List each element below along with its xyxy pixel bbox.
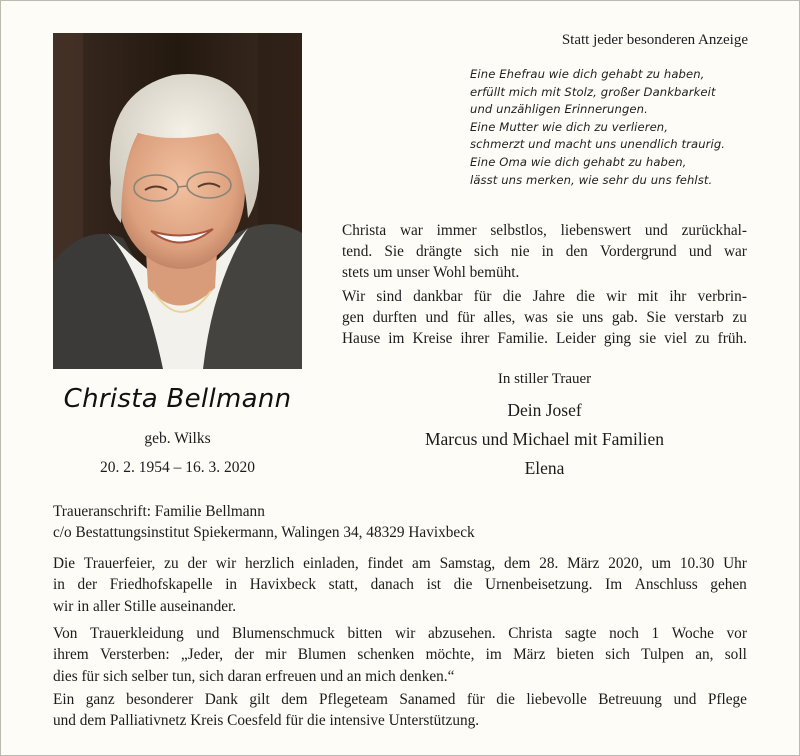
text-line: wir in aller Stille auseinander.: [53, 597, 237, 615]
text-line: tend. Sie drängte sich nie in den Vordergrund und war: [342, 243, 747, 260]
tribute-paragraph-2: [342, 286, 747, 349]
text-line: gen durften und für alles, was sie uns gab. Sie verstarb zu: [342, 309, 747, 326]
text-line: ihrem Versterben: „Jeder, der mir Blumen schenken möchte, im März bieten sich Tulpen an, soll: [53, 646, 747, 664]
signoff-spouse: Dein Josef: [507, 400, 582, 420]
text-line: in der Friedhofskapelle in Havixbeck statt, danach ist die Urnenbeisetzung. Im Anschluss gehen: [53, 576, 747, 594]
poem-line: Eine Mutter wie dich zu verlieren,: [470, 119, 669, 134]
text-line: Christa war immer selbstlos, liebenswert und zurückhal-: [342, 222, 747, 239]
birth-name: geb. Wilks: [144, 430, 211, 447]
thanks-paragraph: [53, 689, 747, 732]
life-dates: 20. 2. 1954 – 16. 3. 2020: [100, 459, 255, 476]
text-line: dies für sich selber tun, sich daran erfreuen und an mich denken.“: [53, 667, 455, 685]
poem-line: und unzähligen Erinnerungen.: [470, 102, 648, 117]
poem-line: schmerzt und macht uns unendlich traurig.: [470, 137, 726, 152]
address-line: Traueranschrift: Familie Bellmann: [53, 503, 265, 520]
tribute-paragraph-1: [342, 220, 747, 283]
mourning-address: [53, 501, 753, 543]
header-title: Statt jeder besonderen Anzeige: [561, 32, 748, 48]
text-line: Wir sind dankbar für die Jahre die wir mit ihr verbrin-: [342, 288, 747, 305]
flowers-paragraph: [53, 623, 747, 687]
text-line: und dem Palliativnetz Kreis Coesfeld für die intensive Unterstützung.: [53, 712, 480, 730]
text-line: Hause im Kreise ihrer Familie. Leider ging sie viel zu früh.: [342, 330, 747, 347]
signoff-intro: In stiller Trauer: [497, 371, 592, 387]
signoff-grandchild: Elena: [524, 458, 565, 478]
text-line: Die Trauerfeier, zu der wir herzlich einladen, findet am Samstag, dem 28. März 2020, um 10.30 Uhr: [53, 555, 747, 572]
text-line: stets um unser Wohl bemüht.: [342, 264, 520, 281]
text-line: Von Trauerkleidung und Blumenschmuck bitten wir abzusehen. Christa sagte noch 1 Woche vor: [53, 625, 747, 642]
signoff-children: Marcus und Michael mit Familien: [424, 429, 665, 449]
portrait-photo: [53, 33, 302, 369]
poem: [470, 66, 760, 189]
funeral-info-paragraph: [53, 553, 747, 617]
poem-line: Eine Oma wie dich gehabt zu haben,: [470, 154, 687, 169]
address-line: c/o Bestattungsinstitut Spiekermann, Walingen 34, 48329 Havixbeck: [53, 524, 475, 541]
poem-line: Eine Ehefrau wie dich gehabt zu haben,: [470, 67, 705, 81]
deceased-name: Christa Bellmann: [63, 384, 292, 414]
text-line: Ein ganz besonderer Dank gilt dem Pflegeteam Sanamed für die liebevolle Betreuung und Pflege: [53, 691, 747, 708]
poem-line: lässt uns merken, wie sehr du uns fehlst.: [470, 172, 713, 187]
poem-line: erfüllt mich mit Stolz, großer Dankbarkeit: [470, 84, 716, 99]
